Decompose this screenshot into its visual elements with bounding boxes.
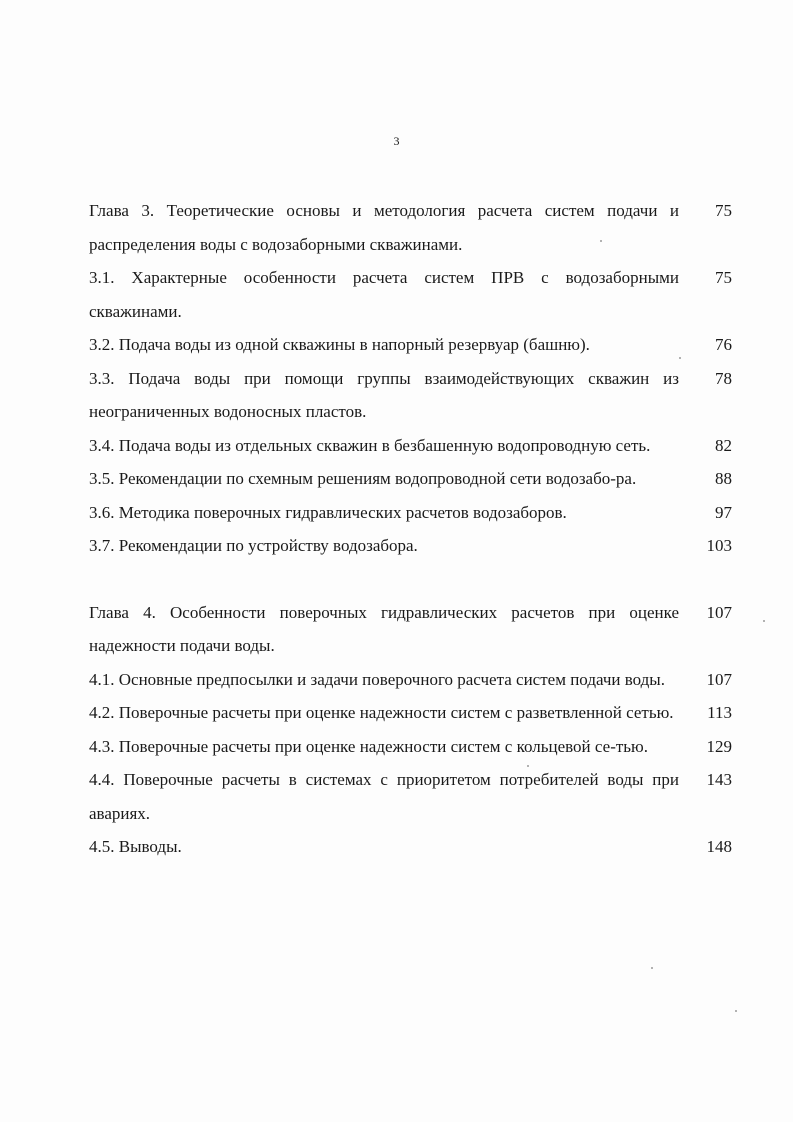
toc-entry-page: 143 xyxy=(706,770,732,789)
toc-entry-title: 4.2. Поверочные расчеты при оценке надежности систем с разветвленной сетью. xyxy=(89,703,674,722)
toc-section-4-5 xyxy=(89,830,737,864)
toc-entry-page: 148 xyxy=(706,837,732,856)
toc-section-3-7 xyxy=(89,529,737,563)
scan-speck xyxy=(735,1010,737,1012)
toc-entry-title: 4.3. Поверочные расчеты при оценке надежности систем с кольцевой се-тью. xyxy=(89,736,648,756)
toc-section-3-4 xyxy=(89,429,737,463)
scan-speck xyxy=(651,967,653,969)
toc-entry-title: 4.1. Основные предпосылки и задачи поверочного расчета систем подачи воды. xyxy=(89,669,665,689)
scan-speck xyxy=(527,765,529,767)
toc-chapter-3 xyxy=(89,194,737,261)
scan-speck xyxy=(679,357,681,359)
table-of-contents xyxy=(89,194,737,864)
toc-entry-page: 75 xyxy=(715,201,732,220)
toc-entry-page: 88 xyxy=(715,469,732,488)
toc-entry-page: 129 xyxy=(706,736,732,756)
toc-chapter-4 xyxy=(89,596,737,663)
toc-entry-page: 76 xyxy=(715,335,732,354)
toc-section-4-2 xyxy=(89,696,737,730)
toc-entry-title: 3.2. Подача воды из одной скважины в напорный резервуар (башню). xyxy=(89,335,590,354)
toc-entry-title: 4.5. Выводы. xyxy=(89,837,182,856)
toc-entry-title: 3.1. Характерные особенности расчета систем ПРВ с водозаборными скважинами. xyxy=(89,268,679,321)
toc-entry-page: 75 xyxy=(715,268,732,287)
toc-entry-title: 3.4. Подача воды из отдельных скважин в безбашенную водопроводную сеть. xyxy=(89,435,651,455)
toc-section-3-2 xyxy=(89,328,737,362)
toc-entry-title: 3.3. Подача воды при помощи группы взаимодействующих скважин из неограниченных водоносных пластов. xyxy=(89,368,679,421)
toc-section-4-3 xyxy=(89,730,737,764)
toc-section-4-4 xyxy=(89,763,737,830)
toc-entry-page: 107 xyxy=(706,669,732,689)
toc-entry-page: 113 xyxy=(707,703,732,722)
toc-entry-title: Глава 4. Особенности поверочных гидравлических расчетов при оценке надежности подачи воды. xyxy=(89,602,679,655)
toc-entry-page: 97 xyxy=(715,502,732,522)
toc-entry-page: 78 xyxy=(715,368,732,388)
toc-section-3-5 xyxy=(89,462,737,496)
toc-section-4-1 xyxy=(89,663,737,697)
toc-entry-title: 3.7. Рекомендации по устройству водозабора. xyxy=(89,536,418,555)
toc-entry-title: 4.4. Поверочные расчеты в системах с приоритетом потребителей воды при авариях. xyxy=(89,770,679,823)
chapter-spacer xyxy=(89,563,737,596)
toc-entry-title: 3.5. Рекомендации по схемным решениям водопроводной сети водозабо-ра. xyxy=(89,469,637,488)
toc-entry-page: 103 xyxy=(706,536,732,555)
scan-speck xyxy=(763,620,765,622)
toc-entry-title: Глава 3. Теоретические основы и методология расчета систем подачи и распределения воды с водозаборными скважинами. xyxy=(89,201,679,254)
scan-speck xyxy=(600,240,602,242)
toc-entry-title: 3.6. Методика поверочных гидравлических расчетов водозаборов. xyxy=(89,502,567,522)
toc-section-3-3 xyxy=(89,362,737,429)
toc-section-3-1 xyxy=(89,261,737,328)
toc-entry-page: 107 xyxy=(706,602,732,622)
page-number: 3 xyxy=(393,134,400,148)
toc-entry-page: 82 xyxy=(715,435,732,455)
toc-section-3-6 xyxy=(89,496,737,530)
